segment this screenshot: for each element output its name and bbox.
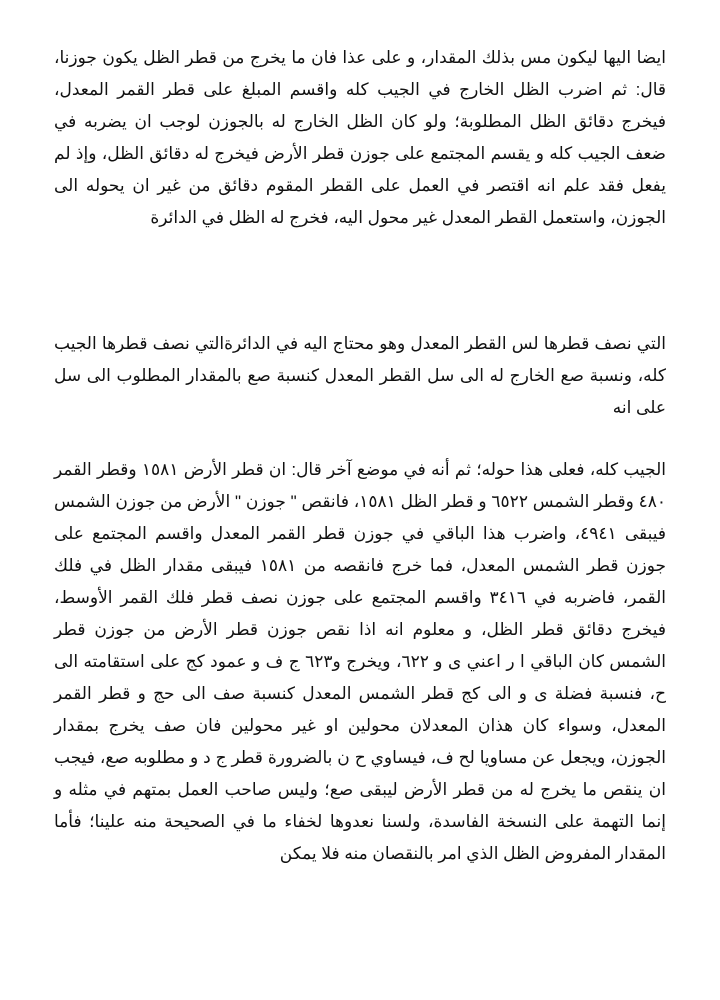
text-line: على استقامته الى ح، فنسبة فضلة ى و الى كج قطر الشمس المعدل كنسبة صف الى xyxy=(54,652,666,703)
paragraph-2 xyxy=(54,328,666,424)
text-line: جوزن الشمس فيبقى ٤٩٤١، واضرب هذا الباقي في جوزن قطر القمر المعدل واقسم xyxy=(54,492,666,543)
text-line: المعدل، فيخرج دقائق الظل المطلوبة؛ ولو كان الظل الخارج له بالجوزن لوجب ان xyxy=(54,80,667,131)
text-line: جوزنا، قال: ثم اضرب الظل الخارج في الجيب كله واقسم المبلغ على قطر القمر xyxy=(54,48,666,99)
text-line: الظل في فلك القمر، فاضربه في ٣٤١٦ واقسم المجتمع على جوزن نصف قطر فلك xyxy=(54,556,666,607)
text-line: ايضا اليها ليكون مس بذلك المقدار، و على عذا فان ما يخرج من قطر الظل يكون xyxy=(96,48,666,67)
text-line: في الصحيحة منه علينا؛ فأما المقدار المفروض الظل الذي امر بالنقصان منه فلا يمكن xyxy=(54,812,666,863)
paragraph-3 xyxy=(54,454,666,870)
text-line: يضربه في ضعف الجيب كله و يقسم المجتمع على جوزن قطر الأرض فيخرج له xyxy=(54,112,666,163)
text-line: التي نصف قطرها لس القطر المعدل وهو محتاج اليه في الدائرةالتي نصف قطرها xyxy=(96,334,666,353)
text-line: صف يخرج بمقدار الجوزن، ويجعل عن مساويا لح ف، فيساوي ح ن بالضرورة قطر xyxy=(54,716,666,767)
text-line: الجيب كله، ونسبة صع الخارج له الى سل القطر المعدل كنسبة صع بالمقدار المطلوب xyxy=(54,334,666,385)
paragraph-1 xyxy=(54,42,666,234)
text-line: المجتمع على جوزن قطر الشمس المعدل، فما خرج فانقصه من ١٥٨١ فيبقى مقدار xyxy=(54,524,667,575)
text-line: ان يحوله الى الجوزن، واستعمل القطر المعدل غير محول اليه، فخرج له الظل في xyxy=(54,176,666,227)
text-line: دقائق الظل، وإذ لم يفعل فقد علم انه اقتصر في العمل على القطر المقوم دقائق من غير xyxy=(54,144,666,195)
text-line: القمر ٤٨٠ وقطر الشمس ٦٥٢٢ و قطر الظل ١٥٨١، فانقص " جوزن " الأرض من xyxy=(54,460,667,511)
text-line: الى سل على انه xyxy=(54,366,666,417)
text-line: حج و قطر القمر المعدل، وسواء كان هذان المعدلان محولين او غير محولين فان xyxy=(54,684,666,735)
text-line: صاحب العمل بمتهم في مثله و إنما التهمة على النسخة الفاسدة، ولسنا نعدوها لخفاء ما xyxy=(54,780,666,831)
text-line: الجيب كله، فعلى هذا حوله؛ ثم أنه في موضع آخر قال: ان قطر الأرض ١٥٨١ وقطر xyxy=(91,460,667,479)
text-line: الدائرة xyxy=(150,208,197,227)
text-line: القمر الأوسط، فيخرج دقائق قطر الظل، و معلوم انه اذا نقص جوزن قطر الأرض من xyxy=(54,588,666,639)
text-line: جوزن قطر الشمس كان الباقي ا ر اعني ى و ٦٢٢، ويخرج و٦٢٣ ج ف و عمود كج xyxy=(54,620,666,671)
text-line: ج د و مطلوبه صع، فيجب ان ينقص ما يخرج له من قطر الأرض ليبقى صع؛ وليس xyxy=(54,748,666,799)
